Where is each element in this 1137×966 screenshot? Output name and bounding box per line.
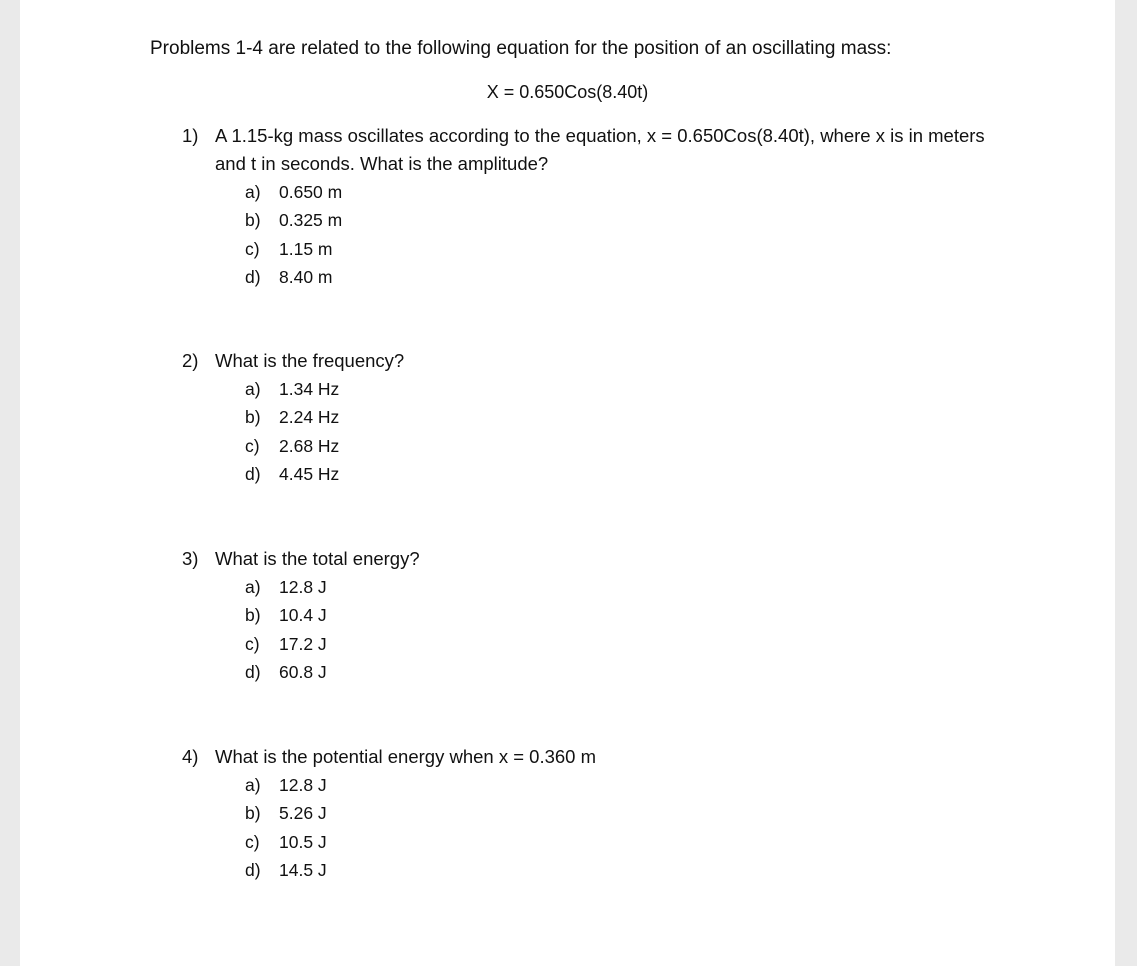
problem-3 [182, 545, 1002, 686]
option [182, 771, 1002, 799]
problem-2 [182, 347, 1002, 488]
option-text: 10.4 J [279, 605, 327, 626]
option-text: 14.5 J [279, 859, 327, 880]
option-letter: d) [245, 266, 261, 287]
option-text: 12.8 J [279, 577, 327, 597]
option-text: 10.5 J [279, 831, 327, 852]
question-row [182, 122, 1002, 178]
equation: X = 0.650Cos(8.40t) [486, 82, 649, 102]
option-text: 2.24 Hz [279, 407, 340, 428]
option-text: 0.325 m [279, 210, 343, 231]
option [182, 828, 1002, 856]
option [182, 263, 1002, 291]
intro-text: Problems 1-4 are related to the following equation for the position of an oscillating mass: [150, 38, 892, 59]
option-letter: c) [245, 435, 260, 456]
problem-1 [182, 122, 1002, 291]
option-letter: b) [245, 803, 261, 824]
option-letter: c) [245, 831, 260, 852]
question-text: What is the total energy? [215, 548, 420, 569]
option [182, 235, 1002, 263]
option-text: 1.34 Hz [279, 379, 340, 399]
question-number: 4) [182, 746, 199, 767]
option-letter: a) [245, 379, 261, 399]
option-text: 4.45 Hz [279, 463, 340, 484]
option [182, 573, 1002, 601]
option [182, 630, 1002, 658]
option [182, 432, 1002, 460]
problem-4 [182, 743, 1002, 884]
question-row [182, 743, 1002, 771]
option-text: 17.2 J [279, 633, 327, 654]
option-letter: d) [245, 661, 261, 682]
option-letter: b) [245, 407, 261, 428]
document-page [20, 0, 1115, 966]
question-text: What is the frequency? [215, 350, 405, 371]
options-list [182, 573, 1002, 686]
options-list [182, 375, 1002, 488]
option-text: 0.650 m [279, 182, 343, 202]
options-list [182, 771, 1002, 884]
option-letter: d) [245, 463, 261, 484]
question-number: 3) [182, 548, 199, 569]
option [182, 206, 1002, 234]
option [182, 601, 1002, 629]
option [182, 799, 1002, 827]
option-text: 1.15 m [279, 238, 333, 259]
question-text: A 1.15-kg mass oscillates according to the equation, x = 0.650Cos(8.40t), where x is in meters and t in seconds. What is the amplitude? [215, 125, 985, 174]
question-text: What is the potential energy when x = 0.360 m [215, 746, 597, 767]
question-row [182, 545, 1002, 573]
option [182, 375, 1002, 403]
option [182, 856, 1002, 884]
question-row [182, 347, 1002, 375]
options-list [182, 178, 1002, 291]
option-letter: c) [245, 633, 260, 654]
option [182, 178, 1002, 206]
option-text: 2.68 Hz [279, 435, 340, 456]
option-text: 5.26 J [279, 803, 327, 824]
option-letter: c) [245, 238, 260, 259]
option-text: 12.8 J [279, 775, 327, 795]
option-text: 60.8 J [279, 661, 327, 682]
option-letter: b) [245, 210, 261, 231]
option-text: 8.40 m [279, 266, 333, 287]
option-letter: b) [245, 605, 261, 626]
question-number: 1) [182, 125, 199, 146]
option-letter: a) [245, 775, 261, 795]
option [182, 403, 1002, 431]
option-letter: d) [245, 859, 261, 880]
option-letter: a) [245, 182, 261, 202]
option [182, 460, 1002, 488]
option [182, 658, 1002, 686]
option-letter: a) [245, 577, 261, 597]
question-number: 2) [182, 350, 199, 371]
